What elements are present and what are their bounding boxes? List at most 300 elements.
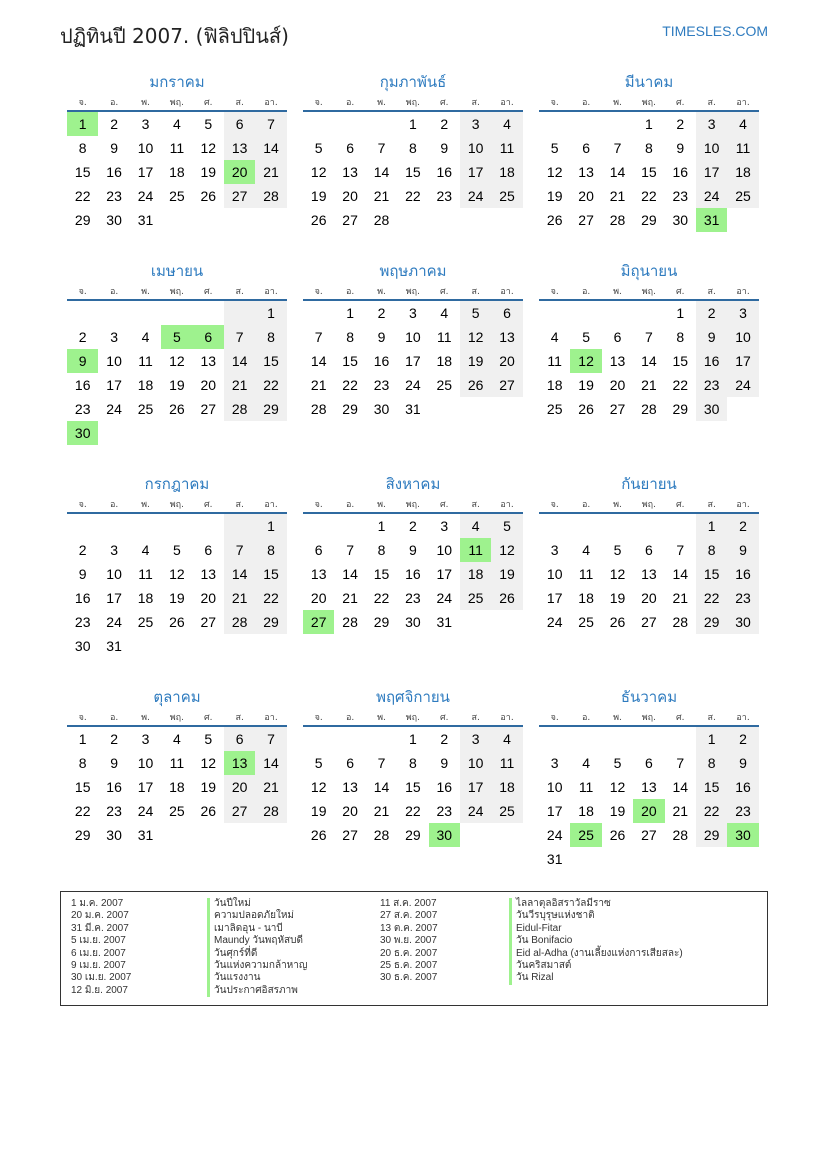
day-cell: 27 xyxy=(224,184,255,208)
day-cell: 29 xyxy=(255,397,286,421)
holiday-date: 25 ธ.ค. 2007 xyxy=(380,959,438,971)
day-cell: 9 xyxy=(696,325,727,349)
day-cell: 14 xyxy=(255,136,286,160)
holiday-day-cell: 30 xyxy=(727,823,758,847)
day-cell: 31 xyxy=(137,827,154,843)
weekday-label: อา. xyxy=(264,500,278,510)
day-cell: 13 xyxy=(609,353,626,369)
day-cell: 25 xyxy=(436,377,453,393)
month-block xyxy=(539,259,759,421)
weekday-label: ศ. xyxy=(439,713,449,723)
empty-day-cell xyxy=(570,301,601,325)
month-block xyxy=(539,70,759,232)
day-cell: 27 xyxy=(200,614,217,630)
day-cell: 17 xyxy=(546,590,563,606)
day-cell: 15 xyxy=(405,164,421,180)
weekday-label: พฤ. xyxy=(641,713,656,723)
holiday-date: 30 พ.ย. 2007 xyxy=(380,935,437,947)
day-cell: 24 xyxy=(137,188,154,204)
day-cell: 29 xyxy=(696,823,727,847)
day-cell: 22 xyxy=(342,377,358,393)
day-cell: 22 xyxy=(405,803,421,819)
day-cell: 13 xyxy=(224,136,255,160)
day-cell: 8 xyxy=(408,140,417,156)
empty-day-cell xyxy=(303,727,334,751)
day-cell: 18 xyxy=(578,803,594,819)
month-name: กันยายน xyxy=(621,475,677,493)
day-cell: 2 xyxy=(696,301,727,325)
weekday-label: พฤ. xyxy=(641,287,656,297)
empty-day-cell xyxy=(161,823,192,847)
day-cell: 1 xyxy=(696,514,727,538)
weekday-label: ศ. xyxy=(439,98,449,108)
empty-day-cell xyxy=(539,727,570,751)
day-cell: 10 xyxy=(106,566,122,582)
day-cell: 26 xyxy=(491,586,522,610)
day-cell: 19 xyxy=(169,590,185,606)
day-cell: 30 xyxy=(672,212,689,228)
day-cell: 16 xyxy=(672,164,689,180)
day-cell: 11 xyxy=(169,140,185,156)
month-block xyxy=(303,685,523,847)
day-cell: 10 xyxy=(546,779,563,795)
weekday-label: จ. xyxy=(550,500,559,510)
empty-day-cell xyxy=(397,208,428,232)
empty-day-cell xyxy=(665,727,696,751)
day-cell: 28 xyxy=(255,184,286,208)
empty-day-cell xyxy=(570,727,601,751)
weekday-label: ส. xyxy=(707,287,716,297)
day-cell: 13 xyxy=(342,164,358,180)
empty-day-cell xyxy=(460,823,491,847)
month-name: กรกฎาคม xyxy=(144,475,210,493)
day-cell: 14 xyxy=(342,566,358,582)
day-cell: 14 xyxy=(609,164,626,180)
day-cell: 7 xyxy=(224,538,255,562)
weekday-label: ส. xyxy=(235,500,244,510)
day-cell: 16 xyxy=(106,164,122,180)
day-cell: 21 xyxy=(224,586,255,610)
holiday-name: ความปลอดภัยใหม่ xyxy=(207,910,307,922)
empty-day-cell xyxy=(665,847,696,871)
holiday-list xyxy=(60,891,768,1006)
day-cell: 9 xyxy=(408,542,417,558)
empty-day-cell xyxy=(98,301,129,325)
holiday-name: ไลลาตุลอิสราวัลมีราซ xyxy=(509,898,683,910)
weekday-header xyxy=(303,709,523,727)
day-cell: 8 xyxy=(78,140,87,156)
day-cell: 21 xyxy=(609,188,626,204)
day-cell: 19 xyxy=(200,779,217,795)
weekday-label: อ. xyxy=(345,500,355,510)
day-cell: 6 xyxy=(204,542,213,558)
day-cell: 2 xyxy=(727,514,758,538)
weekday-label: อ. xyxy=(109,287,119,297)
weekday-label: อา. xyxy=(500,500,514,510)
site-link[interactable]: TIMESLES.COM xyxy=(662,23,768,39)
day-cell: 19 xyxy=(460,349,491,373)
day-cell: 27 xyxy=(342,212,358,228)
day-cell: 7 xyxy=(644,329,653,345)
weekday-label: พ. xyxy=(377,500,386,510)
day-cell: 20 xyxy=(609,377,626,393)
day-cell: 13 xyxy=(641,779,657,795)
day-cell: 26 xyxy=(460,373,491,397)
weekday-label: อ. xyxy=(581,500,591,510)
holiday-name: วันประกาศอิสรภาพ xyxy=(207,985,307,997)
day-cell: 6 xyxy=(224,112,255,136)
month-block xyxy=(303,472,523,634)
weekday-label: พ. xyxy=(613,98,622,108)
empty-day-cell xyxy=(429,208,460,232)
empty-day-cell xyxy=(255,823,286,847)
holiday-name: วันปีใหม่ xyxy=(207,898,307,910)
day-cell: 12 xyxy=(169,353,185,369)
weekday-label: อา. xyxy=(736,713,750,723)
day-cell: 12 xyxy=(546,164,563,180)
day-cell: 11 xyxy=(727,136,758,160)
day-grid xyxy=(539,514,759,634)
day-cell: 20 xyxy=(578,188,594,204)
day-cell: 11 xyxy=(491,136,522,160)
day-cell: 30 xyxy=(405,614,421,630)
day-cell: 14 xyxy=(672,779,689,795)
day-cell: 9 xyxy=(377,329,386,345)
holiday-day-cell: 6 xyxy=(193,325,224,349)
day-cell: 23 xyxy=(106,803,122,819)
weekday-label: อ. xyxy=(581,713,591,723)
day-cell: 9 xyxy=(78,566,87,582)
empty-day-cell xyxy=(224,208,255,232)
day-cell: 10 xyxy=(106,353,122,369)
weekday-label: จ. xyxy=(78,287,87,297)
day-cell: 15 xyxy=(405,779,421,795)
day-cell: 10 xyxy=(137,755,154,771)
day-grid xyxy=(67,112,287,232)
holiday-dates-col-1 xyxy=(71,898,131,997)
day-grid xyxy=(303,112,523,232)
day-cell: 3 xyxy=(550,542,559,558)
day-cell: 13 xyxy=(200,353,217,369)
day-cell: 15 xyxy=(696,562,727,586)
day-cell: 19 xyxy=(491,562,522,586)
holiday-date: 1 ม.ค. 2007 xyxy=(71,898,124,909)
day-cell: 8 xyxy=(78,755,87,771)
day-cell: 3 xyxy=(110,329,118,345)
weekday-label: จ. xyxy=(78,98,87,108)
holiday-name: วัน Bonifacio xyxy=(509,935,683,947)
empty-day-cell xyxy=(429,397,460,421)
empty-day-cell xyxy=(98,421,129,445)
day-cell: 4 xyxy=(440,305,449,321)
day-cell: 15 xyxy=(255,349,286,373)
holiday-names-col-2 xyxy=(509,898,683,985)
day-cell: 3 xyxy=(550,755,559,771)
day-cell: 15 xyxy=(696,775,727,799)
holiday-name: Maundy วันพฤหัสบดี xyxy=(207,935,307,947)
day-cell: 12 xyxy=(310,779,327,795)
day-grid xyxy=(67,301,287,445)
day-cell: 4 xyxy=(141,542,150,558)
day-cell: 17 xyxy=(460,775,491,799)
day-cell: 19 xyxy=(546,188,563,204)
day-cell: 10 xyxy=(436,542,453,558)
day-cell: 19 xyxy=(609,803,626,819)
day-cell: 6 xyxy=(314,542,323,558)
holiday-day-cell: 1 xyxy=(67,112,98,136)
day-cell: 20 xyxy=(342,803,358,819)
day-cell: 8 xyxy=(644,140,653,156)
day-cell: 21 xyxy=(641,377,657,393)
holiday-name: เมาลิดอุน - นาบี xyxy=(207,923,307,935)
day-cell: 25 xyxy=(491,799,522,823)
holiday-day-cell: 27 xyxy=(303,610,334,634)
day-cell: 25 xyxy=(460,586,491,610)
day-cell: 7 xyxy=(255,727,286,751)
weekday-header xyxy=(539,283,759,301)
day-cell: 6 xyxy=(644,755,653,771)
day-cell: 6 xyxy=(644,542,653,558)
weekday-header xyxy=(67,709,287,727)
holiday-day-cell: 5 xyxy=(161,325,192,349)
empty-day-cell xyxy=(303,514,334,538)
day-cell: 1 xyxy=(676,305,685,321)
holiday-name: วัน Rizal xyxy=(509,972,683,984)
weekday-label: จ. xyxy=(314,98,323,108)
weekday-label: พฤ. xyxy=(641,98,656,108)
day-cell: 30 xyxy=(727,610,758,634)
day-cell: 21 xyxy=(672,590,689,606)
weekday-label: จ. xyxy=(314,287,323,297)
day-cell: 10 xyxy=(727,325,758,349)
day-cell: 2 xyxy=(377,305,386,321)
day-cell: 25 xyxy=(137,614,154,630)
day-cell: 10 xyxy=(460,751,491,775)
day-cell: 17 xyxy=(546,803,563,819)
day-cell: 28 xyxy=(641,401,657,417)
empty-day-cell xyxy=(224,634,255,658)
day-cell: 9 xyxy=(110,140,118,156)
day-cell: 19 xyxy=(310,188,327,204)
holiday-date: 13 ต.ค. 2007 xyxy=(380,922,438,934)
weekday-label: พฤ. xyxy=(169,287,184,297)
day-cell: 14 xyxy=(373,779,390,795)
weekday-label: อา. xyxy=(736,500,750,510)
empty-day-cell xyxy=(539,112,570,136)
day-cell: 23 xyxy=(405,590,421,606)
day-cell: 1 xyxy=(346,305,354,321)
day-cell: 16 xyxy=(106,779,122,795)
day-cell: 1 xyxy=(644,116,653,132)
weekday-label: ส. xyxy=(471,287,480,297)
day-cell: 26 xyxy=(200,803,217,819)
day-grid xyxy=(303,727,523,847)
day-cell: 8 xyxy=(255,325,286,349)
day-cell: 8 xyxy=(255,538,286,562)
day-cell: 16 xyxy=(696,349,727,373)
empty-day-cell xyxy=(334,112,365,136)
day-cell: 17 xyxy=(727,349,758,373)
page-title: ปฏิทินปี 2007. (ฟิลิปปินส์) xyxy=(60,24,289,48)
day-cell: 22 xyxy=(405,188,421,204)
empty-day-cell xyxy=(130,421,161,445)
day-grid xyxy=(539,301,759,421)
month-name: กุมภาพันธ์ xyxy=(379,73,447,91)
weekday-label: ส. xyxy=(471,713,480,723)
day-cell: 12 xyxy=(200,755,217,771)
day-cell: 4 xyxy=(491,727,522,751)
day-cell: 1 xyxy=(408,731,417,747)
day-cell: 27 xyxy=(224,799,255,823)
empty-day-cell xyxy=(633,847,664,871)
day-cell: 30 xyxy=(74,638,91,654)
day-cell: 22 xyxy=(696,586,727,610)
empty-day-cell xyxy=(255,208,286,232)
month-block xyxy=(539,472,759,634)
weekday-label: พฤ. xyxy=(169,500,184,510)
empty-day-cell xyxy=(727,397,758,421)
empty-day-cell xyxy=(224,514,255,538)
weekday-label: พฤ. xyxy=(405,98,420,108)
day-cell: 12 xyxy=(609,779,626,795)
day-cell: 28 xyxy=(224,610,255,634)
empty-day-cell xyxy=(224,421,255,445)
day-cell: 28 xyxy=(310,401,327,417)
day-cell: 18 xyxy=(137,377,154,393)
day-cell: 9 xyxy=(676,140,685,156)
day-cell: 22 xyxy=(672,377,689,393)
day-cell: 25 xyxy=(546,401,563,417)
day-cell: 2 xyxy=(78,542,87,558)
day-cell: 11 xyxy=(578,566,594,582)
holiday-name: วันแห่งความกล้าหาญ xyxy=(207,960,307,972)
day-cell: 17 xyxy=(405,353,421,369)
holiday-names-col-1 xyxy=(207,898,307,997)
weekday-header xyxy=(539,496,759,514)
day-cell: 20 xyxy=(491,349,522,373)
day-cell: 8 xyxy=(696,538,727,562)
month-block xyxy=(67,259,287,445)
empty-day-cell xyxy=(67,514,98,538)
day-cell: 7 xyxy=(314,329,323,345)
day-cell: 1 xyxy=(696,727,727,751)
weekday-label: พ. xyxy=(377,713,386,723)
day-cell: 29 xyxy=(373,614,390,630)
weekday-label: อา. xyxy=(736,98,750,108)
day-cell: 11 xyxy=(547,353,562,369)
day-cell: 2 xyxy=(727,727,758,751)
empty-day-cell xyxy=(366,727,397,751)
day-cell: 18 xyxy=(491,160,522,184)
day-cell: 31 xyxy=(546,851,563,867)
day-cell: 20 xyxy=(200,377,217,393)
holiday-name: วันคริสมาสต์ xyxy=(509,960,683,972)
weekday-label: พฤ. xyxy=(169,98,184,108)
weekday-label: อ. xyxy=(581,98,591,108)
day-cell: 20 xyxy=(200,590,217,606)
weekday-label: พ. xyxy=(613,713,622,723)
day-cell: 9 xyxy=(110,755,118,771)
day-cell: 17 xyxy=(137,164,154,180)
empty-day-cell xyxy=(602,514,633,538)
month-name: พฤศจิกายน xyxy=(376,688,450,706)
weekday-label: ศ. xyxy=(675,500,685,510)
day-cell: 8 xyxy=(377,542,386,558)
day-cell: 24 xyxy=(106,401,122,417)
weekday-label: ส. xyxy=(235,713,244,723)
day-cell: 6 xyxy=(346,140,354,156)
day-cell: 15 xyxy=(74,779,91,795)
day-cell: 28 xyxy=(609,212,626,228)
weekday-label: พ. xyxy=(377,287,386,297)
weekday-label: ส. xyxy=(707,98,716,108)
holiday-dates-col-2 xyxy=(380,898,438,985)
weekday-label: ส. xyxy=(471,98,480,108)
weekday-label: พ. xyxy=(141,287,150,297)
day-cell: 14 xyxy=(373,164,390,180)
weekday-label: จ. xyxy=(550,713,559,723)
empty-day-cell xyxy=(633,514,664,538)
day-cell: 4 xyxy=(582,755,590,771)
weekday-header xyxy=(67,496,287,514)
day-cell: 26 xyxy=(609,827,626,843)
day-cell: 28 xyxy=(672,614,689,630)
day-cell: 25 xyxy=(727,184,758,208)
weekday-label: ศ. xyxy=(675,98,685,108)
weekday-label: พ. xyxy=(613,287,622,297)
empty-day-cell xyxy=(491,397,522,421)
day-cell: 5 xyxy=(460,301,491,325)
weekday-label: ศ. xyxy=(439,287,449,297)
day-cell: 17 xyxy=(106,590,122,606)
weekday-label: ศ. xyxy=(675,713,685,723)
holiday-day-cell: 30 xyxy=(429,823,460,847)
holiday-name: Eidul-Fitar xyxy=(509,923,683,935)
empty-day-cell xyxy=(366,112,397,136)
month-name: มิถุนายน xyxy=(620,262,678,280)
weekday-label: อ. xyxy=(345,287,355,297)
empty-day-cell xyxy=(539,514,570,538)
day-cell: 20 xyxy=(310,590,327,606)
empty-day-cell xyxy=(161,421,192,445)
day-cell: 13 xyxy=(310,566,327,582)
day-cell: 10 xyxy=(405,329,421,345)
weekday-label: พ. xyxy=(141,500,150,510)
day-cell: 29 xyxy=(74,212,91,228)
empty-day-cell xyxy=(539,301,570,325)
holiday-date: 30 เม.ย. 2007 xyxy=(71,972,132,984)
day-cell: 14 xyxy=(224,349,255,373)
day-cell: 13 xyxy=(342,779,358,795)
weekday-label: พฤ. xyxy=(169,713,184,723)
day-cell: 18 xyxy=(578,590,594,606)
weekday-label: ศ. xyxy=(675,287,685,297)
empty-day-cell xyxy=(334,727,365,751)
day-cell: 26 xyxy=(609,614,626,630)
weekday-label: พ. xyxy=(141,98,150,108)
day-cell: 9 xyxy=(727,538,758,562)
empty-day-cell xyxy=(727,847,758,871)
empty-day-cell xyxy=(491,823,522,847)
day-cell: 15 xyxy=(255,562,286,586)
day-cell: 2 xyxy=(110,116,118,132)
day-grid xyxy=(539,112,759,232)
day-cell: 26 xyxy=(546,212,563,228)
day-cell: 14 xyxy=(224,562,255,586)
day-cell: 13 xyxy=(491,325,522,349)
empty-day-cell xyxy=(570,514,601,538)
holiday-date: 12 มิ.ย. 2007 xyxy=(71,984,128,996)
